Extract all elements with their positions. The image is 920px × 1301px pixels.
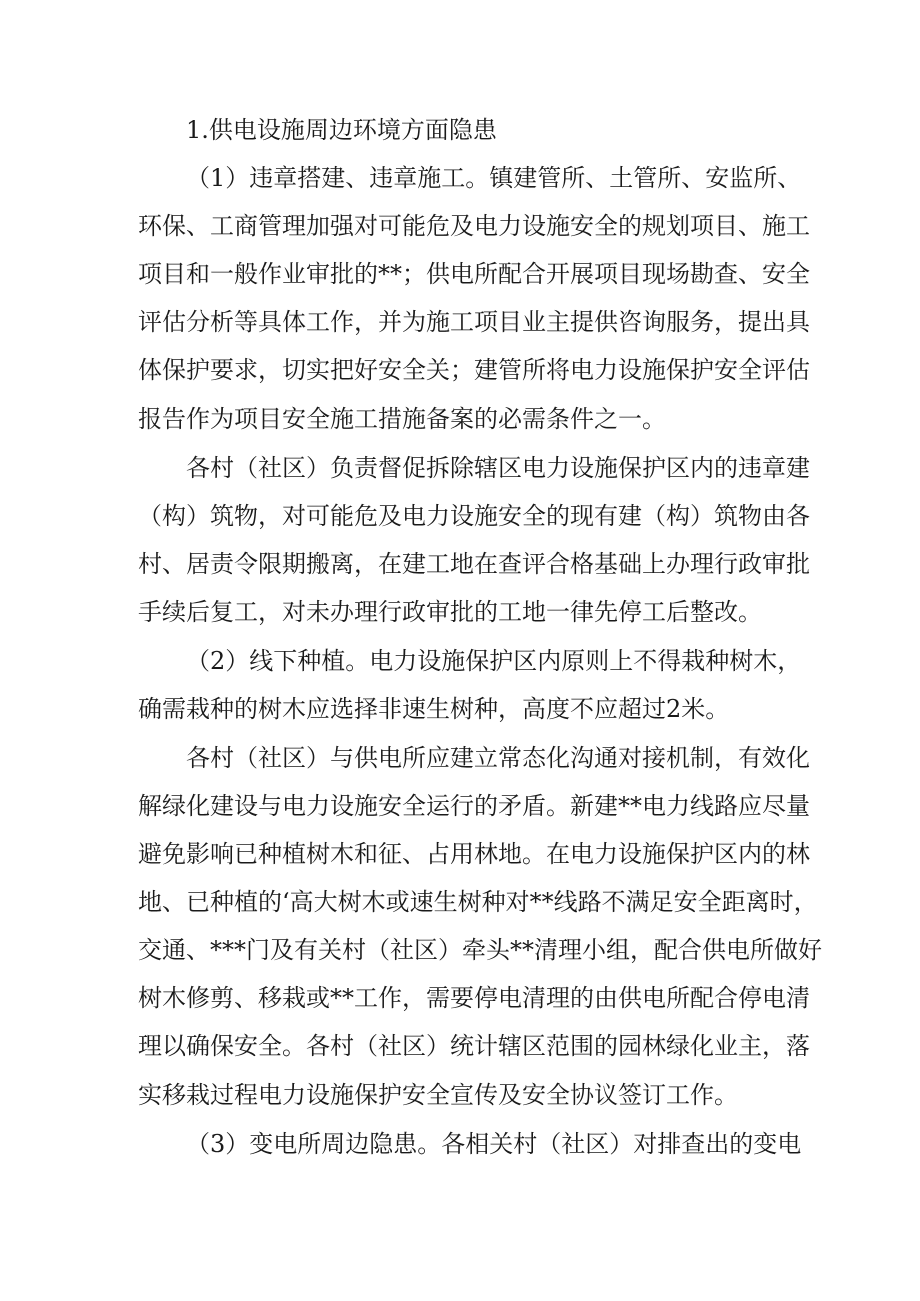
paragraph-line: 各村（社区）与供电所应建立常态化沟通对接机制，有效化 [186, 744, 810, 772]
paragraph-line: 村、居责令限期搬离，在建工地在查评合格基础上办理行政审批 [138, 550, 810, 578]
paragraph-line: 评估分析等具体工作，并为施工项目业主提供咨询服务，提出具 [138, 308, 810, 336]
paragraph-line: （1）违章搭建、违章施工。镇建管所、土管所、安监所、 [186, 164, 802, 192]
section-heading: 1.供电设施周边环境方面隐患 [186, 116, 497, 144]
paragraph-line: 手续后复工，对未办理行政审批的工地一律先停工后整改。 [138, 598, 762, 626]
paragraph-line: （3）变电所周边隐患。各相关村（社区）对排查出的变电 [186, 1130, 802, 1158]
paragraph-line: 报告作为项目安全施工措施备案的必需条件之一。 [138, 405, 666, 433]
paragraph-line: 交通、***门及有关村（社区）牵头**清理小组，配合供电所做好 [138, 936, 822, 964]
paragraph-line: 理以确保安全。各村（社区）统计辖区范围的园林绿化业主，落 [138, 1032, 810, 1060]
paragraph-line: 体保护要求，切实把好安全关；建管所将电力设施保护安全评估 [138, 356, 810, 384]
paragraph-line: 项目和一般作业审批的**；供电所配合开展项目现场勘查、安全 [138, 260, 810, 288]
paragraph-line: （2）线下种植。电力设施保护区内原则上不得栽种树木， [186, 647, 802, 675]
paragraph-line: 各村（社区）负责督促拆除辖区电力设施保护区内的违章建 [186, 454, 810, 482]
paragraph-line: 树木修剪、移栽或**工作，需要停电清理的由供电所配合停电清 [138, 984, 810, 1012]
paragraph-line: （构）筑物，对可能危及电力设施安全的现有建（构）筑物由各 [138, 502, 810, 530]
paragraph-line: 实移栽过程电力设施保护安全宣传及安全协议签订工作。 [138, 1081, 738, 1109]
paragraph-line: 避免影响已种植树木和征、占用林地。在电力设施保护区内的林 [138, 840, 810, 868]
paragraph-line: 解绿化建设与电力设施安全运行的矛盾。新建**电力线路应尽量 [138, 792, 810, 820]
paragraph-line: 地、已种植的‘高大树木或速生树种对**线路不满足安全距离时， [138, 888, 818, 916]
paragraph-line: 环保、工商管理加强对可能危及电力设施安全的规划项目、施工 [138, 212, 810, 240]
paragraph-line: 确需栽种的树木应选择非速生树种，高度不应超过2米。 [138, 695, 730, 723]
